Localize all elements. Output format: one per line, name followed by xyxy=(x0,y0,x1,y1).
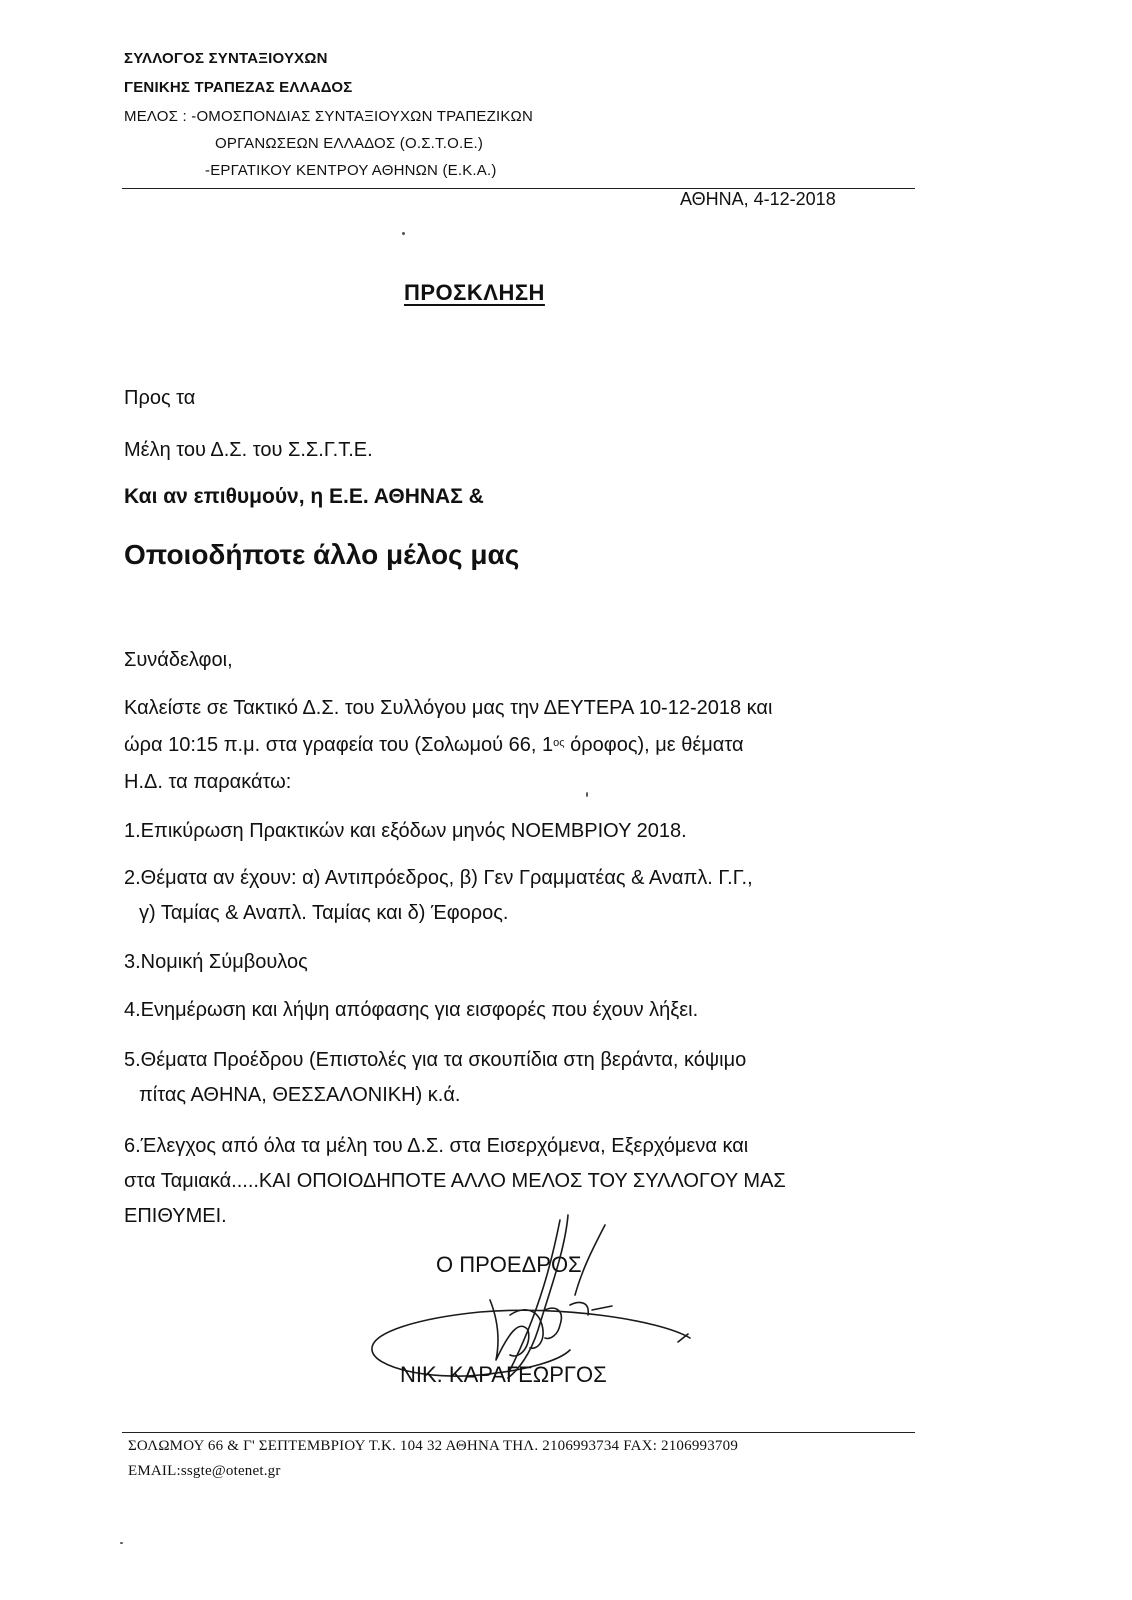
recipients-line1: Προς τα xyxy=(124,387,196,409)
document-title: ΠΡΟΣΚΛΗΣΗ xyxy=(404,280,545,305)
recipients-line2: Μέλη του Δ.Σ. του Σ.Σ.Γ.Τ.Ε. xyxy=(124,439,373,461)
membership-line1: ΜΕΛΟΣ : -ΟΜΟΣΠΟΝΔΙΑΣ ΣΥΝΤΑΞΙΟΥΧΩΝ ΤΡΑΠΕΖΙΚΩΝ xyxy=(124,108,534,125)
intro-line1: Καλείστε σε Τακτικό Δ.Σ. του Συλλόγου μας την ΔΕΥΤΕΡΑ 10-12-2018 και xyxy=(124,697,773,719)
greeting: Συνάδελφοι, xyxy=(124,649,233,671)
agenda-item-6-line2: στα Ταμιακά.....ΚΑΙ ΟΠΟΙΟΔΗΠΟΤΕ ΑΛΛΟ ΜΕΛΟΣ ΤΟΥ ΣΥΛΛΟΓΟΥ ΜΑΣ xyxy=(124,1170,786,1192)
membership-line3: -ΕΡΓΑΤΙΚΟΥ ΚΕΝΤΡΟΥ ΑΘΗΝΩΝ (Ε.Κ.Α.) xyxy=(205,162,497,179)
scan-speck xyxy=(120,1542,123,1544)
agenda-item-3: 3.Νομική Σύμβουλος xyxy=(124,951,308,973)
agenda-item-6-line1: 6.Έλεγχος από όλα τα μέλη του Δ.Σ. στα Εισερχόμενα, Εξερχόμενα και xyxy=(124,1135,749,1157)
scan-speck xyxy=(586,792,588,797)
scan-speck xyxy=(402,232,405,235)
intro-line2-end: όροφος), με θέματα xyxy=(564,734,744,756)
agenda-item-6-line3: ΕΠΙΘΥΜΕΙ. xyxy=(124,1205,227,1227)
agenda-item-5-line1: 5.Θέματα Προέδρου (Επιστολές για τα σκουπίδια στη βεράντα, κόψιμο xyxy=(124,1049,747,1071)
agenda-item-2-line2: γ) Ταμίας & Αναπλ. Ταμίας και δ) Έφορος. xyxy=(139,902,509,924)
document-date: ΑΘΗΝΑ, 4-12-2018 xyxy=(680,189,836,209)
agenda-item-2-line1: 2.Θέματα αν έχουν: α) Αντιπρόεδρος, β) Γεν Γραμματέας & Αναπλ. Γ.Γ., xyxy=(124,867,753,889)
agenda-item-5-line2: πίτας ΑΘΗΝΑ, ΘΕΣΣΑΛΟΝΙΚΗ) κ.ά. xyxy=(139,1084,461,1106)
intro-line2-start: ώρα 10:15 π.μ. στα γραφεία του (Σολωμού 66, 1 xyxy=(124,734,554,756)
footer-address: ΣΟΛΩΜΟΥ 66 & Γ' ΣΕΠΤΕΜΒΡΙΟΥ Τ.Κ. 104 32 ΑΘΗΝΑ ΤΗΛ. 2106993734 FAX: 2106993709 xyxy=(128,1438,739,1454)
recipients-line4: Οποιοδήποτε άλλο μέλος μας xyxy=(124,539,520,570)
org-name-line1: ΣΥΛΛΟΓΟΣ ΣΥΝΤΑΞΙΟΥΧΩΝ xyxy=(124,50,328,67)
signatory-name: ΝΙΚ. ΚΑΡΑΓΕΩΡΓΟΣ xyxy=(400,1362,607,1387)
recipients-line3: Και αν επιθυμούν, η Ε.Ε. ΑΘΗΝΑΣ & xyxy=(124,485,484,508)
footer-email: EMAIL:ssgte@otenet.gr xyxy=(128,1463,281,1479)
membership-line2: ΟΡΓΑΝΩΣΕΩΝ ΕΛΛΑΔΟΣ (Ο.Σ.Τ.Ο.Ε.) xyxy=(215,135,484,152)
ordinal-superscript: ος xyxy=(553,737,565,749)
footer-divider xyxy=(122,1432,915,1433)
intro-line3: Η.Δ. τα παρακάτω: xyxy=(124,771,292,793)
agenda-item-4: 4.Ενημέρωση και λήψη απόφασης για εισφορές που έχουν λήξει. xyxy=(124,999,699,1021)
intro-line2 xyxy=(124,727,924,764)
agenda-item-1: 1.Επικύρωση Πρακτικών και εξόδων μηνός ΝΟΕΜΒΡΙΟΥ 2018. xyxy=(124,820,687,842)
signatory-role: Ο ΠΡΟΕΔΡΟΣ xyxy=(436,1252,582,1277)
intro-paragraph xyxy=(124,690,924,801)
org-name-line2: ΓΕΝΙΚΗΣ ΤΡΑΠΕΖΑΣ ΕΛΛΑΔΟΣ xyxy=(124,79,353,96)
